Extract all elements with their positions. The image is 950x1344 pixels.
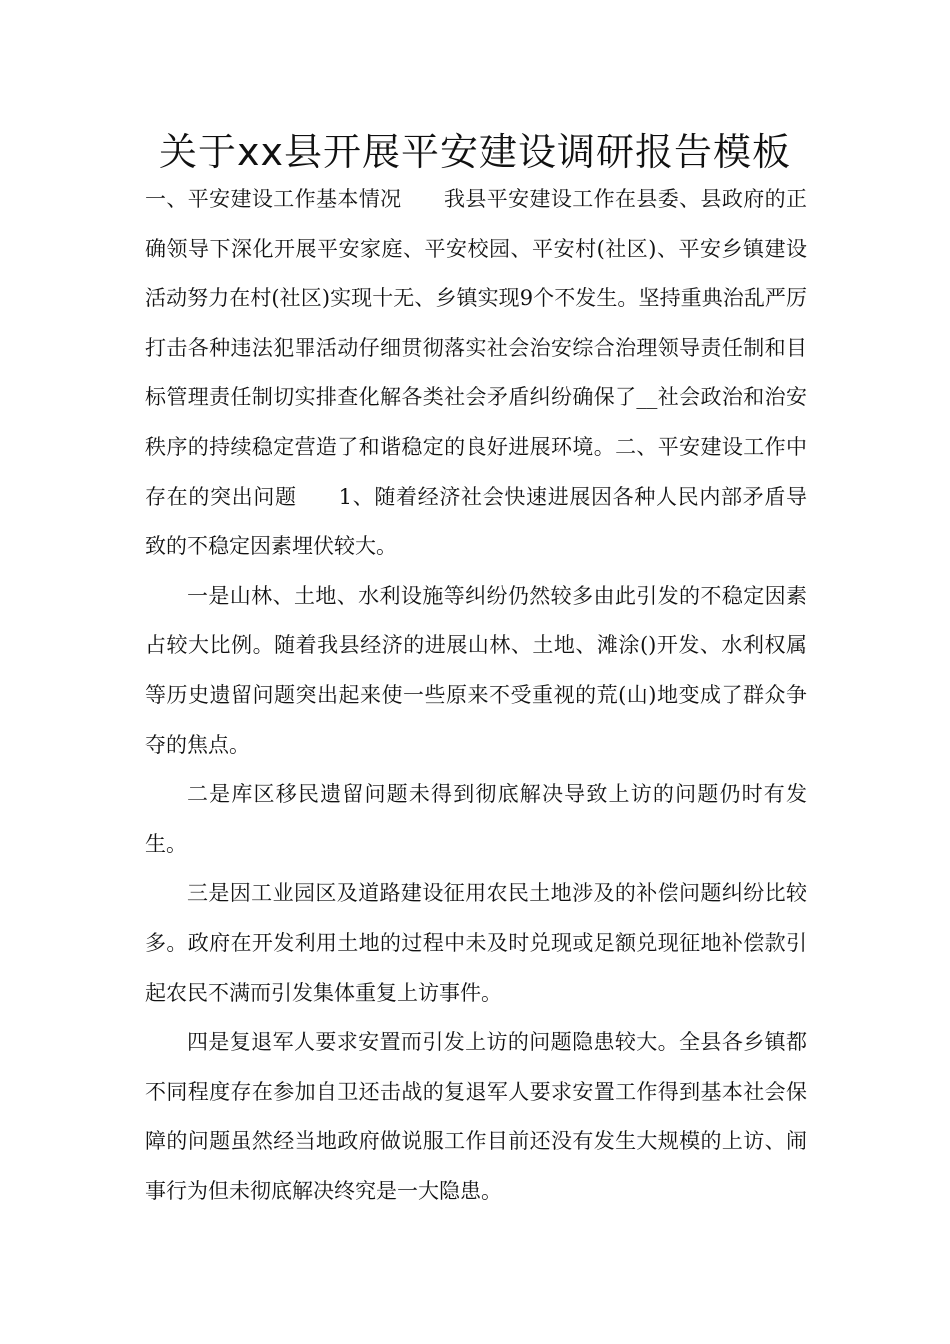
paragraph-4: 三是因工业园区及道路建设征用农民土地涉及的补偿问题纠纷比较多。政府在开发利用土地的过程中未及时兑现或足额兑现征地补偿款引起农民不满而引发集体重复上访事件。	[145, 881, 807, 1005]
document-body	[145, 175, 807, 1216]
paragraph-1	[145, 175, 807, 572]
paragraph-5: 四是复退军人要求安置而引发上访的问题隐患较大。全县各乡镇都不同程度存在参加自卫还击战的复退军人要求安置工作得到基本社会保障的问题虽然经当地政府做说服工作目前还没有发生大规模的上访、闹事行为但未彻底解决终究是一大隐患。	[145, 1030, 807, 1203]
paragraph-1-point: 1、随着经济社会快速进展因各种人民内部矛盾导致的不稳定因素埋伏较大。	[145, 484, 808, 559]
document-title: 关于xx县开展平安建设调研报告模板	[159, 130, 791, 174]
paragraph-3: 二是库区移民遗留问题未得到彻底解决导致上访的问题仍时有发生。	[145, 782, 807, 856]
section-heading-1: 一、平安建设工作基本情况	[145, 187, 402, 211]
paragraph-1-text: 我县平安建设工作在县委、县政府的正确领导下深化开展平安家庭、平安校园、平安村(社区)、平安乡镇建设活动努力在村(社区)实现十无、乡镇实现9个不发生。坚持重典治乱严厉打击各种违法犯罪活动仔细贯彻落实社会治安综合治理领导责任制和目标管理责任制切实排查化解各类社会矛盾纠纷确保了__社会政治和治安秩序的持续稳定营造了和谐稳定的良好进展环境。二、平安建设工作中存在的突出问题	[145, 187, 808, 509]
paragraph-2: 一是山林、土地、水利设施等纠纷仍然较多由此引发的不稳定因素占较大比例。随着我县经济的进展山林、土地、滩涂()开发、水利权属等历史遗留问题突出起来使一些原来不受重视的荒(山)地变成了群众争夺的焦点。	[145, 583, 807, 757]
